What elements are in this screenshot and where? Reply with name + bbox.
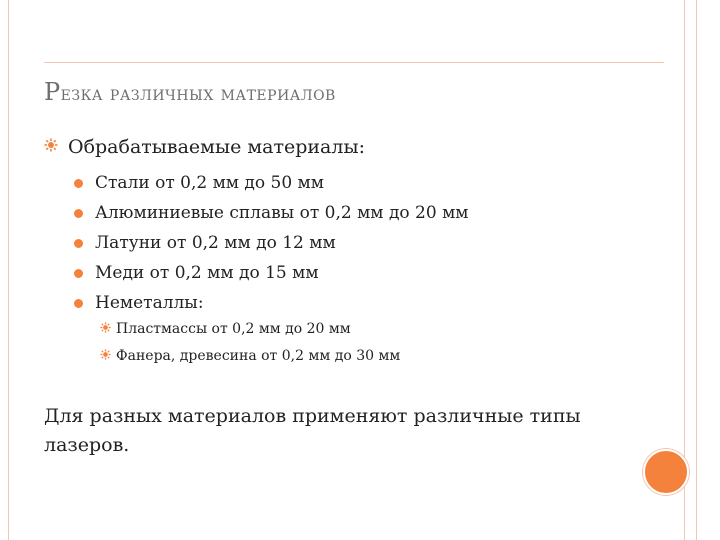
- dot-bullet-icon: [74, 239, 83, 248]
- list-item-text: Стали от 0,2 мм до 50 мм: [95, 173, 325, 193]
- level1-bullet: [44, 136, 365, 158]
- list-item-text: Алюминиевые сплавы от 0,2 мм до 20 мм: [95, 203, 469, 223]
- list-item-text: Меди от 0,2 мм до 15 мм: [95, 263, 319, 283]
- list-item-text: Латуни от 0,2 мм до 12 мм: [95, 233, 336, 253]
- frame-left-line: [8, 0, 9, 540]
- dot-bullet-icon: [74, 299, 83, 308]
- list-item: [74, 198, 469, 228]
- level3-list: [100, 315, 400, 369]
- frame-right-line: [696, 0, 697, 540]
- list-item-text: Пластмассы от 0,2 мм до 20 мм: [116, 320, 351, 337]
- list-item-text: Неметаллы:: [95, 293, 204, 313]
- dot-bullet-icon: [74, 179, 83, 188]
- list-item: [100, 315, 400, 342]
- list-item: [74, 168, 469, 198]
- footer-text: Для разных материалов применяют различные типы лазеров.: [44, 405, 581, 456]
- list-item: [100, 342, 400, 369]
- dot-bullet-icon: [74, 209, 83, 218]
- sun-bullet-icon: [44, 138, 58, 152]
- sun-bullet-icon: [100, 348, 111, 364]
- sun-bullet-icon: [100, 321, 111, 337]
- list-item: [74, 288, 469, 318]
- level1-text: Обрабатываемые материалы:: [68, 136, 365, 158]
- title-first-letter: Р: [44, 78, 61, 106]
- decorative-circle: [643, 449, 689, 495]
- title-rest: езка различных материалов: [60, 81, 336, 105]
- list-item: [74, 228, 469, 258]
- title-rule: [44, 62, 664, 63]
- dot-bullet-icon: [74, 269, 83, 278]
- level2-list: [74, 168, 469, 318]
- slide-title: [44, 78, 336, 106]
- list-item: [74, 258, 469, 288]
- list-item-text: Фанера, древесина от 0,2 мм до 30 мм: [116, 347, 401, 364]
